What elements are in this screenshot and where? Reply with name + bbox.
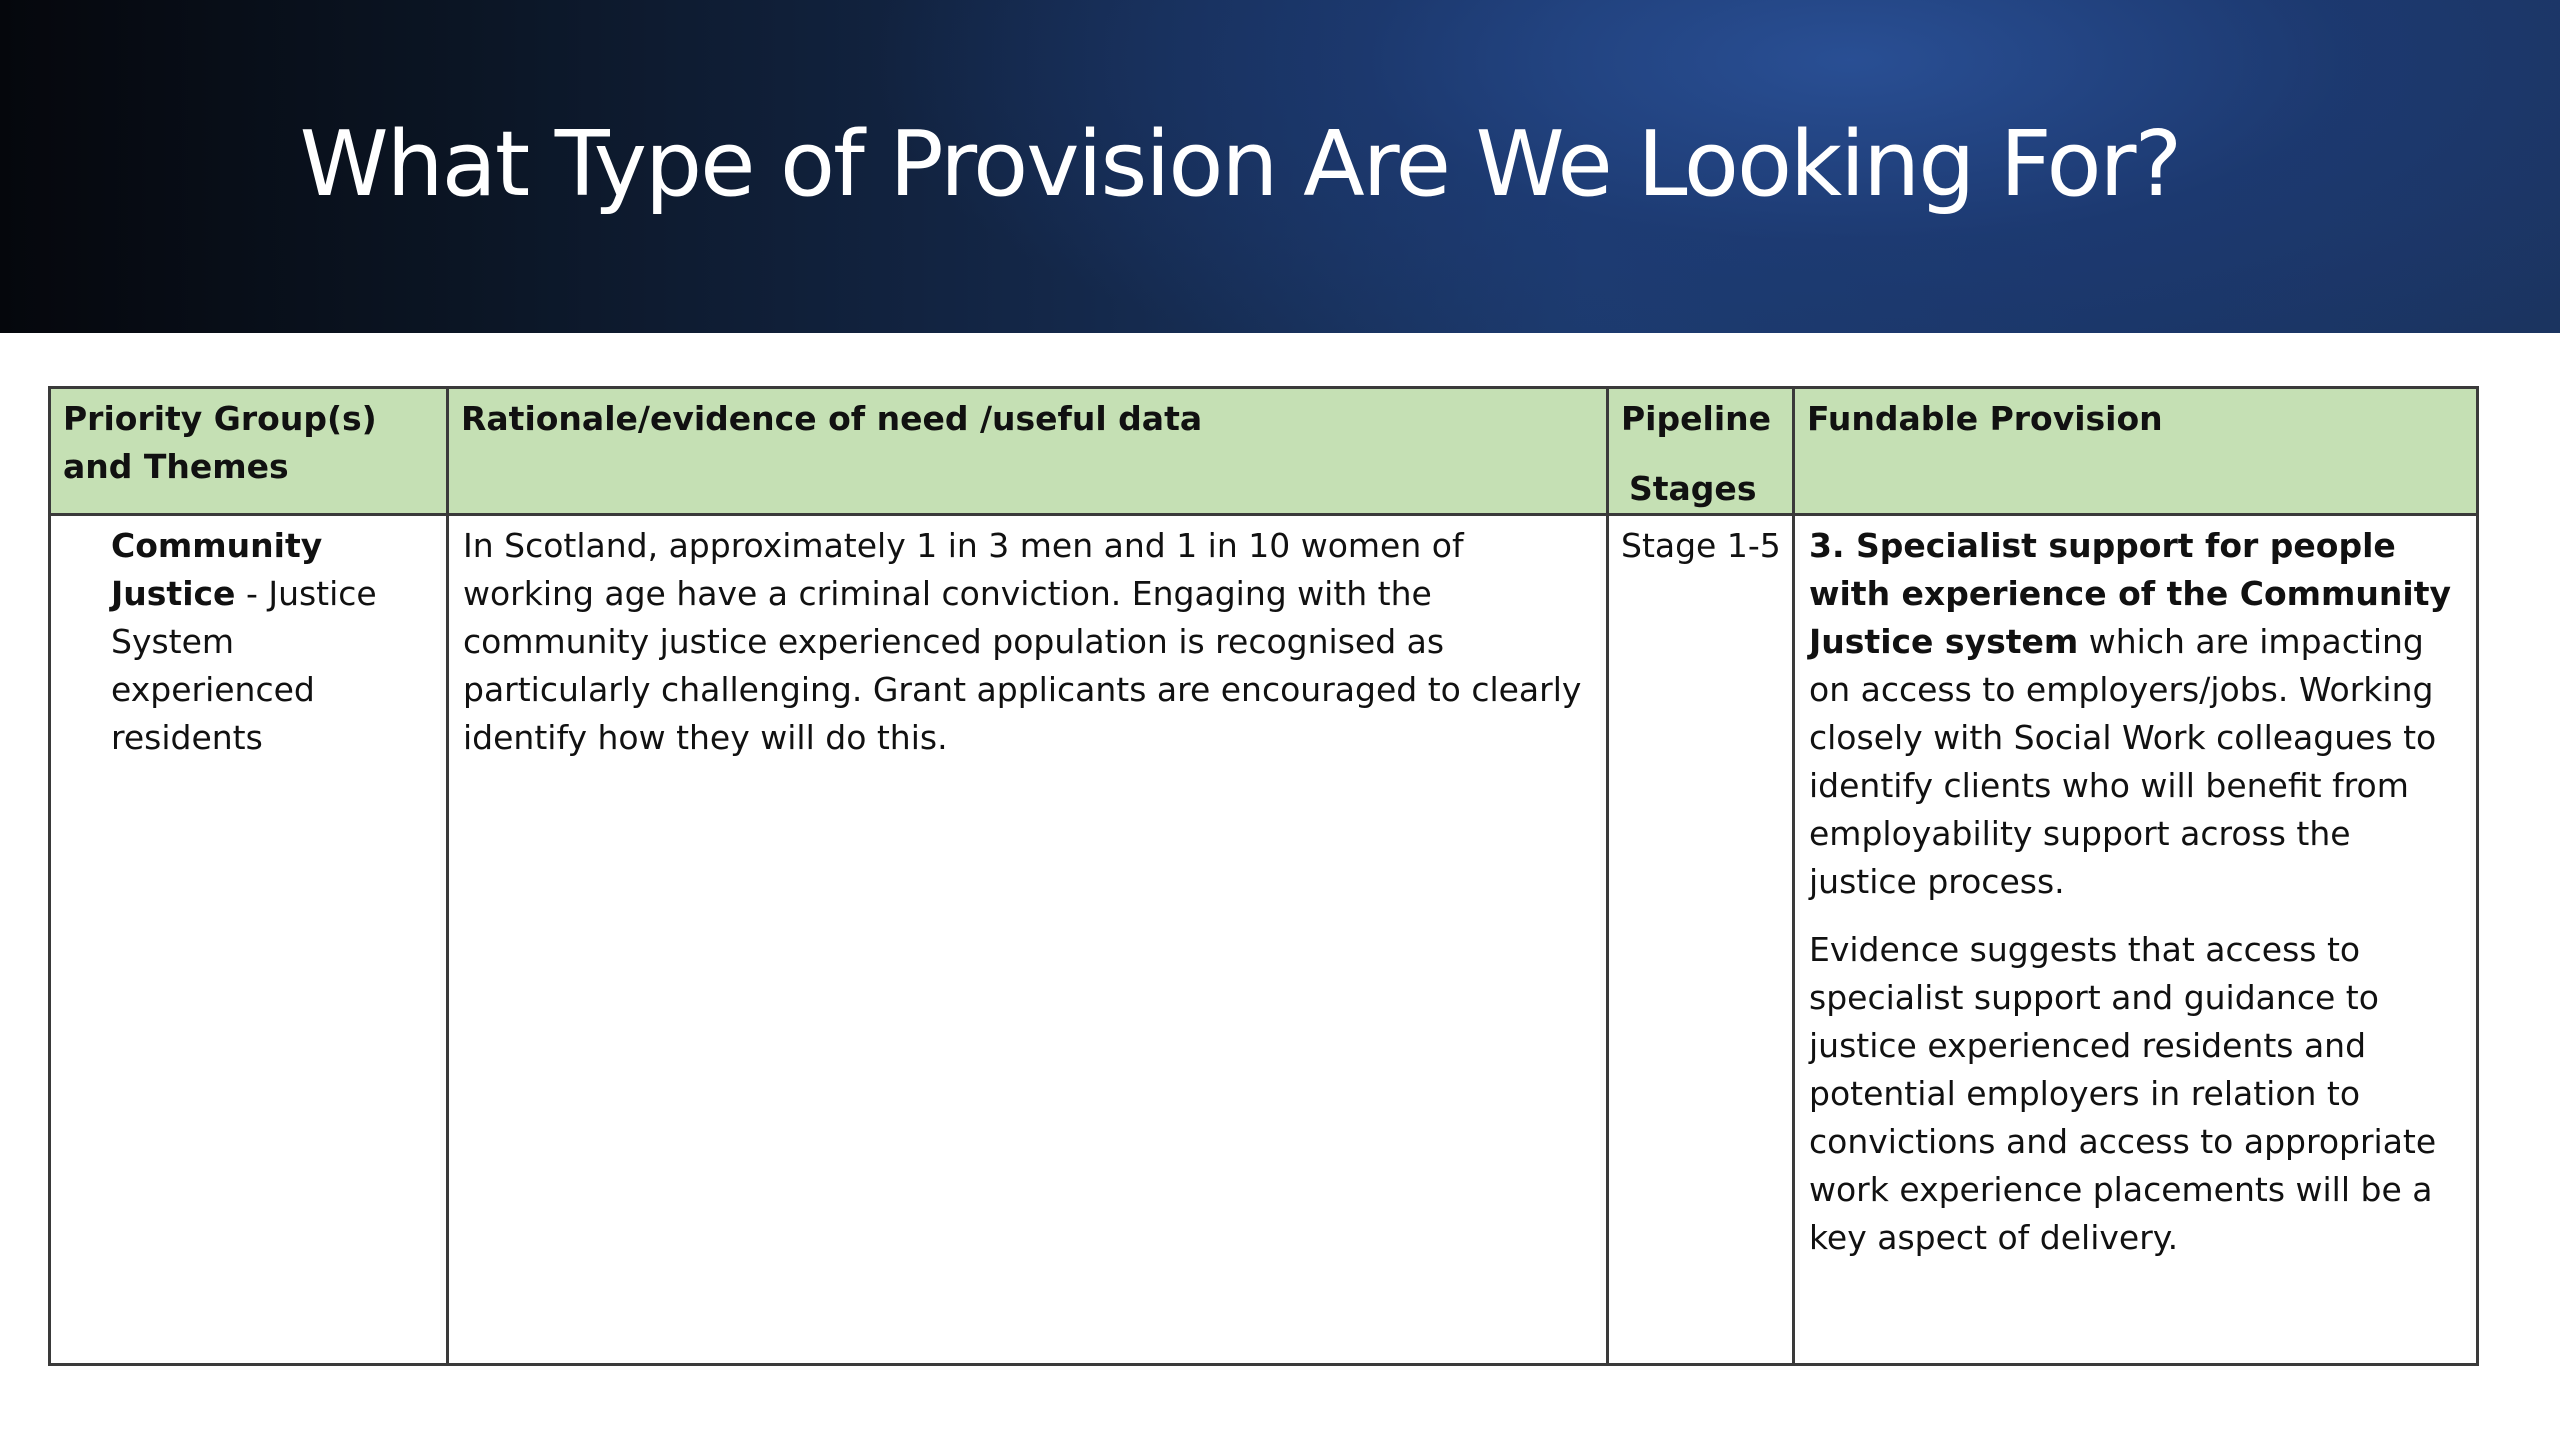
table-header-row [50, 388, 2478, 515]
fundable-heading: 3. Specialist support for people with experience of the Community Justice system [1809, 526, 2452, 661]
fundable-paragraph-1 [1809, 522, 2464, 906]
priority-group-name: Community Justice [111, 526, 323, 613]
header-fundable-provision [1794, 388, 2478, 515]
header-rationale [448, 388, 1608, 515]
cell-rationale [448, 515, 1608, 1365]
header-priority-label: Priority Group(s) and Themes [63, 399, 377, 486]
fundable-description: which are impacting on access to employers/jobs. Working closely with Social Work colleagues to identify clients who will benefit from employability support across the justice process. [1809, 622, 2437, 901]
priority-group-text [51, 516, 446, 762]
header-pipeline-label [1609, 389, 1792, 513]
title-banner [0, 0, 2560, 333]
provision-table [48, 386, 2479, 1366]
cell-priority-group [50, 515, 448, 1365]
cell-pipeline-stage [1608, 515, 1794, 1365]
header-pipeline-line1: Pipeline [1621, 399, 1771, 438]
pipeline-stage-text: Stage 1-5 [1621, 526, 1781, 565]
cell-fundable-provision [1794, 515, 2478, 1365]
priority-group-description: - Justice System experienced residents [111, 574, 377, 757]
fundable-provision-text [1795, 516, 2476, 1262]
header-rationale-label: Rationale/evidence of need /useful data [461, 399, 1203, 438]
header-priority-group [50, 388, 448, 515]
rationale-text: In Scotland, approximately 1 in 3 men and 1 in 10 women of working age have a criminal conviction. Engaging with the community justice experienced population is recognised as particularly challenging. Grant applicants are encouraged to clearly identify how they will do this. [463, 526, 1582, 757]
header-pipeline-line2: Stages [1629, 469, 1757, 508]
slide-title: What Type of Provision Are We Looking For? [299, 112, 2181, 217]
header-pipeline-stages [1608, 388, 1794, 515]
fundable-paragraph-2: Evidence suggests that access to specialist support and guidance to justice experienced residents and potential employers in relation to convictions and access to appropriate work experience placements will be a key aspect of delivery. [1809, 930, 2437, 1257]
header-fundable-label: Fundable Provision [1807, 399, 2163, 438]
table-row [50, 515, 2478, 1365]
